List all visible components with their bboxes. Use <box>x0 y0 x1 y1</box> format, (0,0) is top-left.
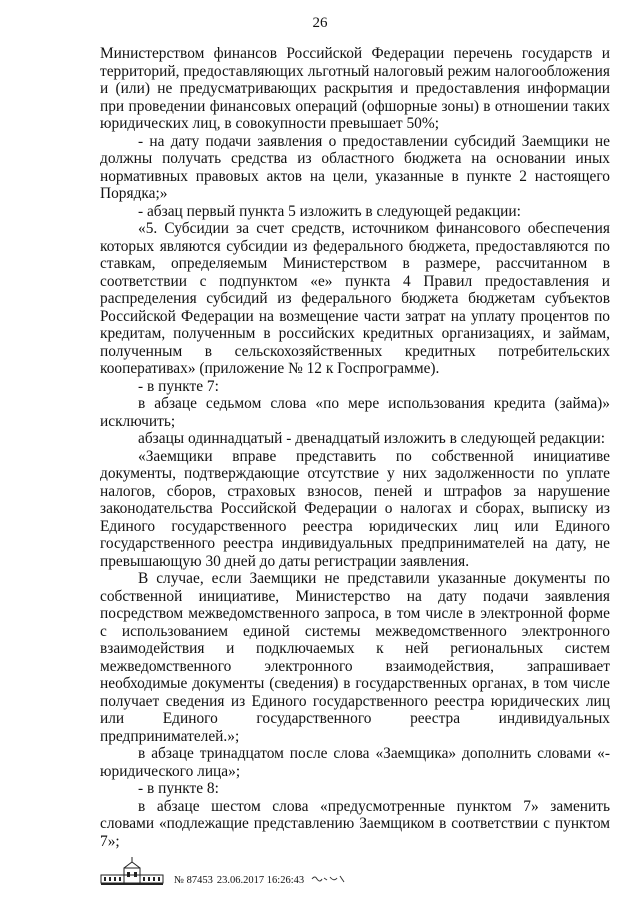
paragraph: абзацы одиннадцатый - двенадцатый изложить в следующей редакции: <box>138 430 606 447</box>
handwritten-marks <box>310 872 350 884</box>
paragraph: - в пункте 8: <box>138 780 219 797</box>
paragraph: - на дату подачи заявления о предоставлении субсидий Заемщики не должны получать средства из областного бюджета на основании иных нормативных правовых актов на цели, указанные в пункте 2 настоящего Порядка;» <box>100 132 610 202</box>
registration-footer <box>100 856 610 886</box>
paragraph: - в пункте 7: <box>138 377 219 395</box>
paragraph: «Заемщики вправе представить по собственной инициативе документы, подтверждающие отсутствие у них задолженности по уплате налогов, сборов, страховых взносов, пеней и штрафов за нарушение законодательства Российской Федерации о налогах и сборах, выписку из Единого государственного реестра юридических лиц или Единого государственного реестра индивидуальных предпринимателей на дату, не превышающую 30 дней до даты регистрации заявления. <box>100 447 610 570</box>
paragraph: в абзаце шестом слова «предусмотренные пунктом 7» заменить словами «подлежащие представлению Заемщиком в соответствии с пунктом 7»; <box>100 797 610 850</box>
paragraph: в абзаце седьмом слова «по мере использования кредита (займа)» исключить; <box>100 395 610 430</box>
document-body <box>100 45 610 850</box>
paragraph: в абзаце тринадцатом после слова «Заемщика» дополнить словами «- юридического лица»; <box>100 745 610 780</box>
paragraph: Министерством финансов Российской Федерации перечень государств и территорий, предоставляющих льготный налоговый режим налогообложения и (или) не предусматривающих раскрытия и предоставления информации при проведении финансовых операций (офшорные зоны) в отношении таких юридических лиц, в совокупности превышает 50%; <box>100 45 610 132</box>
paragraph: «5. Субсидии за счет средств, источником финансового обеспечения которых являются субсидии из федерального бюджета, предоставляются по ставкам, определяемым Министерством в размере, рассчитанном в соответствии с подпунктом «е» пункта 4 Правил предоставления и распределения субсидий из федерального бюджета бюджетам субъектов Российской Федерации на возмещение части затрат на уплату процентов по кредитам, полученным в российских кредитных организациях, и займам, полученным в сельскохозяйственных кредитных потребительских кооперативах» (приложение № 12 к Госпрограмме). <box>100 220 610 377</box>
building-logo-icon <box>100 856 164 886</box>
document-number: № 87453 <box>174 875 213 886</box>
registration-timestamp: 23.06.2017 16:26:43 <box>216 875 305 886</box>
paragraph: В случае, если Заемщики не представили указанные документы по собственной инициативе, Министерство на дату подачи заявления посредством межведомственного запроса, в том числе в электронной форме с использованием единой системы межведомственного электронного взаимодействия и подключаемых к ней региональных систем межведомственного электронного взаимодействия, запрашивает необходимые документы (сведения) в государственных органах, в том числе получает сведения из Единого государственного реестра юридических лиц или Единого государственного реестра индивидуальных предпринимателей.»; <box>100 570 610 745</box>
paragraph: - абзац первый пункта 5 изложить в следующей редакции: <box>138 202 521 220</box>
page-number: 26 <box>312 15 328 31</box>
